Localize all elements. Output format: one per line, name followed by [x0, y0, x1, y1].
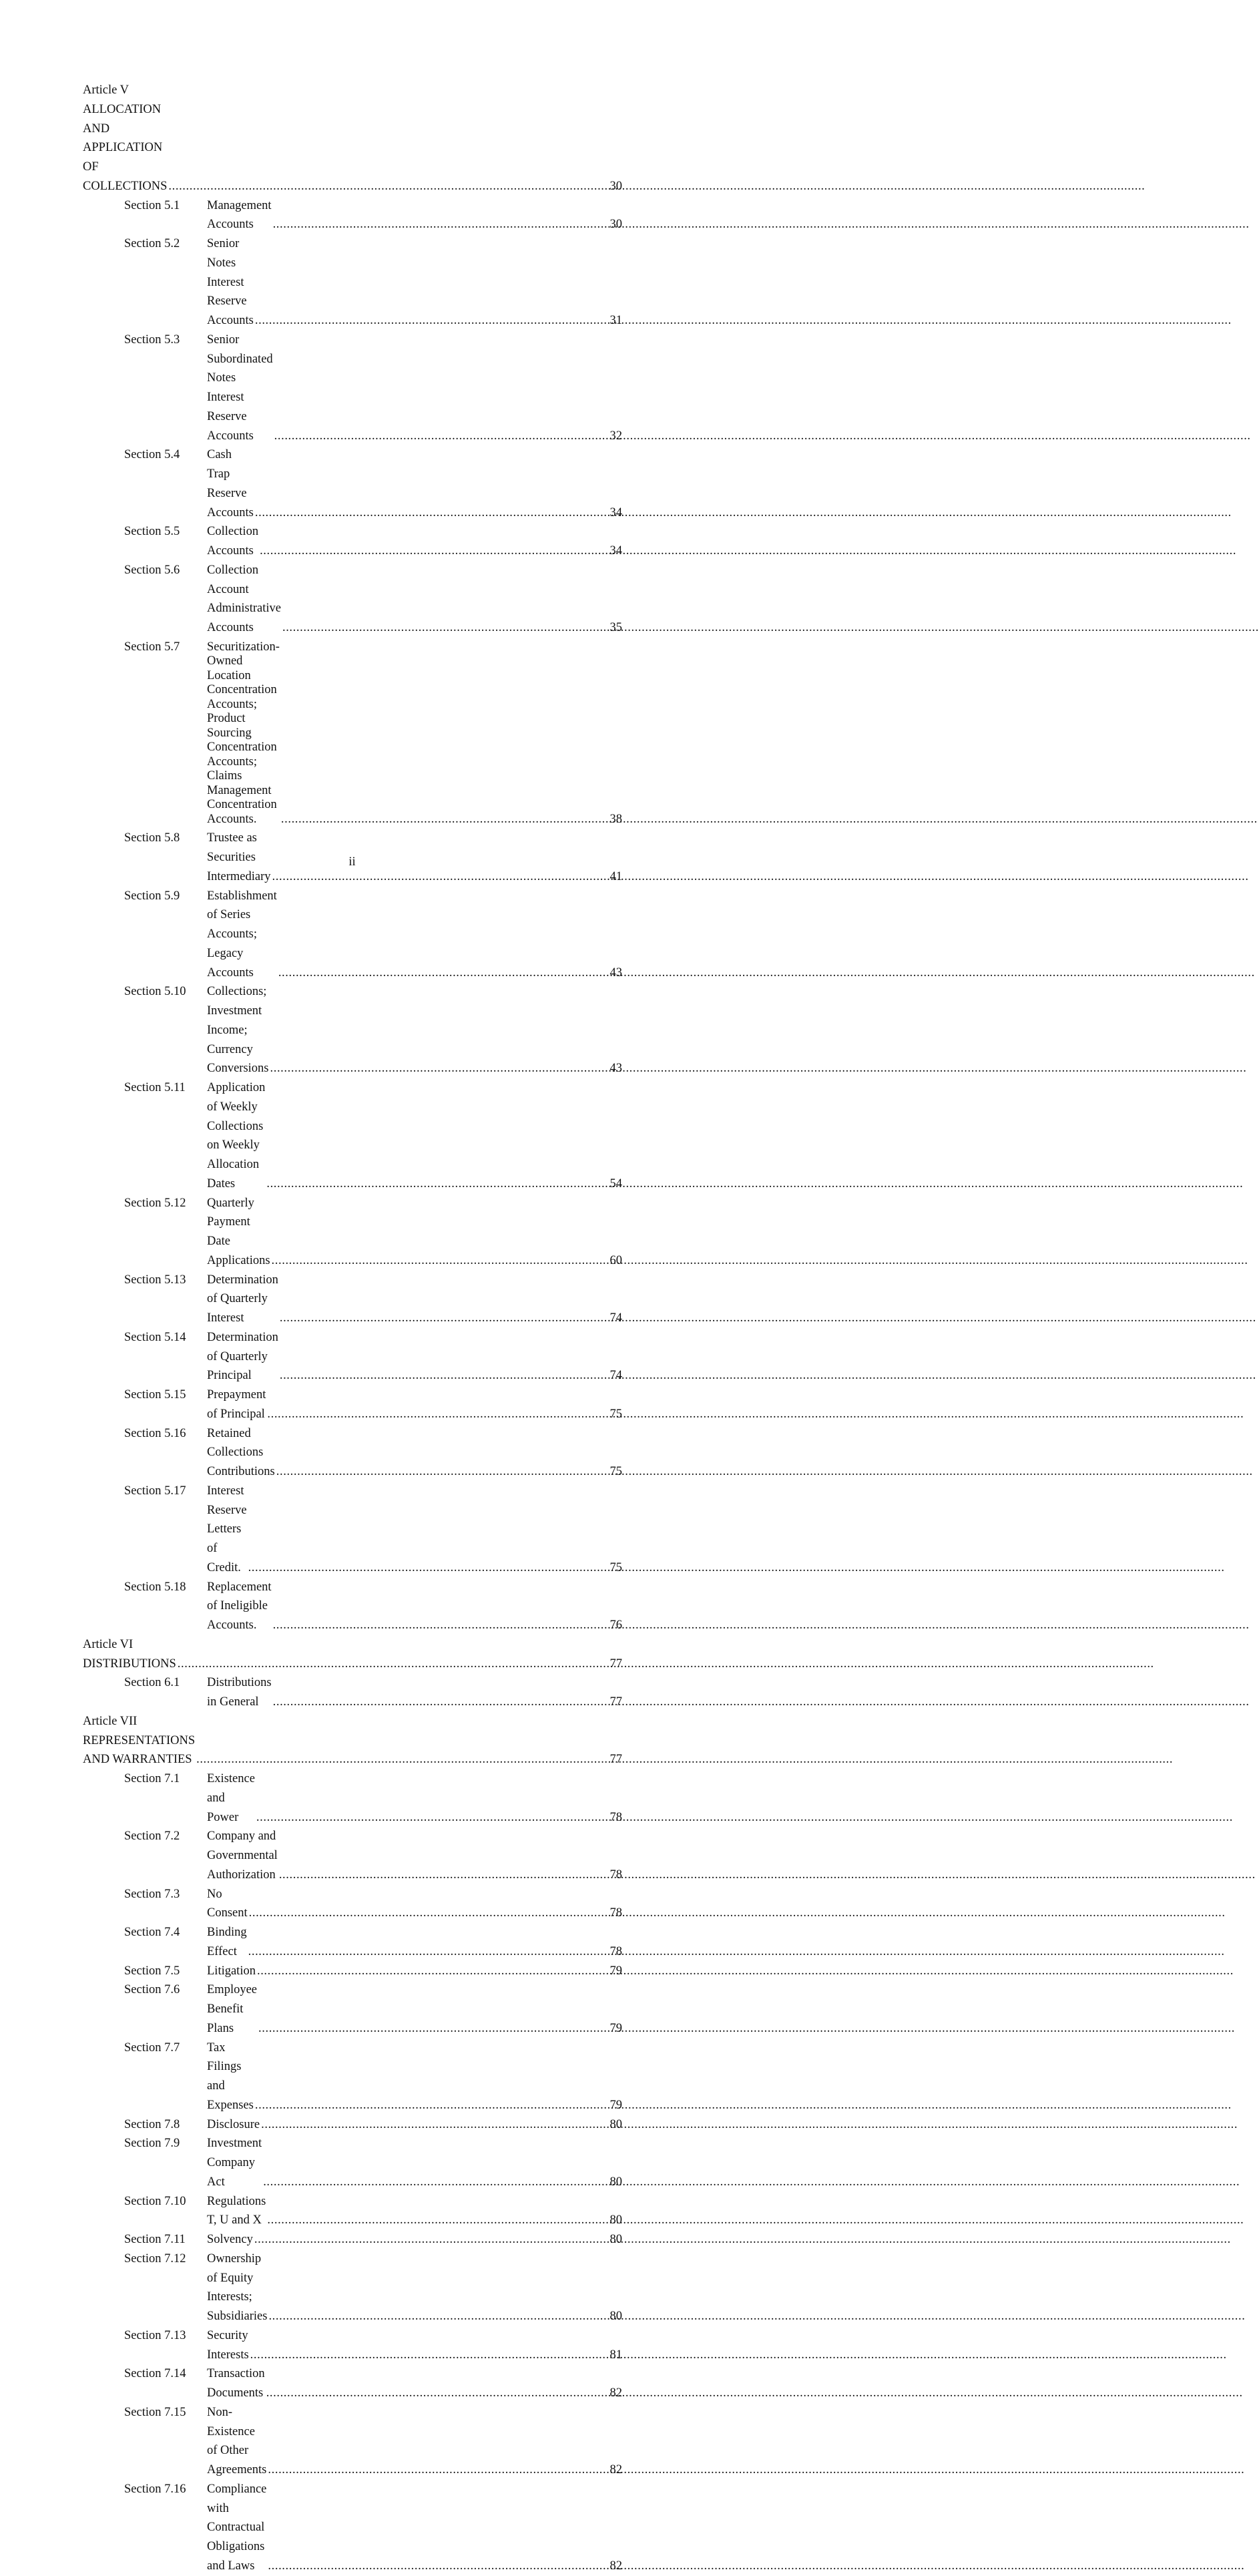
- toc-section-title: Senior Subordinated Notes Interest Reserve Accounts: [207, 333, 273, 443]
- toc-article-title: Article VI DISTRIBUTIONS: [83, 1637, 176, 1671]
- toc-section-title: Ownership of Equity Interests; Subsidiaries: [207, 2251, 268, 2323]
- toc-section-entry[interactable]: [83, 522, 622, 561]
- dot-leader: [178, 1655, 1154, 1674]
- toc-section-title: Management Accounts: [207, 198, 272, 232]
- toc-section-number: Section 5.13: [124, 1273, 186, 1287]
- toc-section-number: Section 7.8: [124, 2117, 180, 2131]
- toc-page-number: 30: [609, 218, 622, 232]
- dot-leader: [266, 2384, 1243, 2403]
- dot-leader: [278, 963, 1255, 983]
- toc-page-number: 78: [609, 1906, 622, 1920]
- toc-section-title: Distributions in General: [207, 1676, 272, 1709]
- toc-title-leader: [207, 234, 610, 331]
- toc-title-leader: [207, 1827, 610, 1884]
- toc-page-number: 80: [609, 2175, 622, 2189]
- toc-section-entry[interactable]: [83, 1424, 622, 1482]
- dot-leader: [248, 1558, 1225, 1578]
- toc-page-number: 43: [609, 1062, 622, 1076]
- toc-section-entry[interactable]: [83, 1078, 622, 1194]
- dot-leader: [268, 2557, 1244, 2576]
- toc-section-number: Section 7.1: [124, 1772, 180, 1785]
- toc-title-leader: [207, 1424, 610, 1482]
- toc-page-number: 82: [609, 2559, 622, 2573]
- toc-page-number: 74: [609, 1311, 622, 1325]
- dot-leader: [274, 427, 1251, 446]
- toc-section-entry[interactable]: [83, 638, 622, 829]
- toc-section-number: Section 5.11: [124, 1081, 186, 1094]
- toc-page-number: 80: [609, 2117, 622, 2131]
- dot-leader: [249, 1904, 1226, 1923]
- toc-article-entry[interactable]: [83, 1635, 622, 1674]
- toc-section-title: Employee Benefit Plans: [207, 1983, 258, 2035]
- toc-section-entry[interactable]: [83, 2115, 622, 2135]
- toc-title-leader: [207, 887, 610, 983]
- dot-leader: [168, 177, 1145, 196]
- toc-section-number: Section 6.1: [124, 1676, 180, 1690]
- toc-section-entry[interactable]: [83, 1385, 622, 1424]
- toc-section-entry[interactable]: [83, 561, 622, 638]
- toc-title-leader: [207, 2364, 610, 2403]
- toc-section-number: Section 7.15: [124, 2405, 186, 2419]
- dot-leader: [254, 2230, 1231, 2249]
- toc-page-number: 77: [609, 1657, 622, 1671]
- toc-section-number: Section 7.11: [124, 2233, 186, 2246]
- toc-section-number: Section 5.16: [124, 1426, 186, 1440]
- page-number: ii: [348, 855, 356, 869]
- dot-leader: [272, 1251, 1248, 1271]
- toc-title-leader: [207, 445, 610, 522]
- toc-page-number: 31: [609, 314, 622, 327]
- toc-section-entry[interactable]: [83, 1271, 622, 1328]
- toc-section-title: Cash Trap Reserve Accounts: [207, 448, 254, 519]
- toc-page-number: 78: [609, 1944, 622, 1958]
- toc-title-leader: [83, 1712, 610, 1769]
- dot-leader: [266, 1174, 1243, 1194]
- toc-page-number: 34: [609, 544, 622, 558]
- toc-page-number: 80: [609, 2310, 622, 2323]
- toc-section-number: Section 5.18: [124, 1580, 186, 1594]
- toc-title-leader: [207, 1962, 610, 1981]
- toc-section-title: Company and Governmental Authorization: [207, 1830, 278, 1882]
- toc-section-number: Section 5.2: [124, 237, 180, 250]
- dot-leader: [273, 215, 1250, 234]
- dot-leader: [273, 1616, 1250, 1635]
- toc-title-leader: [207, 561, 610, 638]
- toc-title-leader: [207, 982, 610, 1078]
- toc-section-title: Regulations T, U and X: [207, 2194, 266, 2227]
- dot-leader: [279, 1866, 1256, 1885]
- toc-section-title: Determination of Quarterly Interest: [207, 1273, 278, 1325]
- toc-section-entry[interactable]: [83, 1482, 622, 1578]
- toc-page-number: 79: [609, 2021, 622, 2035]
- toc-section-entry[interactable]: [83, 2326, 622, 2365]
- toc-title-leader: [207, 1673, 610, 1712]
- toc-page-number: 75: [609, 1407, 622, 1421]
- toc-page-number: 60: [609, 1253, 622, 1267]
- toc-title-leader: [207, 1482, 610, 1578]
- toc-page-number: 75: [609, 1465, 622, 1478]
- dot-leader: [267, 2211, 1244, 2230]
- dot-leader: [257, 1962, 1234, 1981]
- dot-leader: [250, 2346, 1227, 2365]
- toc-section-entry[interactable]: [83, 1980, 622, 2038]
- toc-page-number: 41: [609, 869, 622, 883]
- toc-title-leader: [207, 1078, 610, 1194]
- toc-page-number: 81: [609, 2348, 622, 2362]
- toc-section-title: Replacement of Ineligible Accounts.: [207, 1580, 272, 1632]
- toc-section-entry[interactable]: [83, 1578, 622, 1635]
- toc-section-number: Section 7.9: [124, 2137, 180, 2151]
- toc-section-entry[interactable]: [83, 2192, 622, 2231]
- toc-section-title: Senior Notes Interest Reserve Accounts: [207, 237, 254, 327]
- toc-page-number: 82: [609, 2386, 622, 2400]
- dot-leader: [255, 503, 1232, 523]
- toc-section-entry[interactable]: [83, 2230, 622, 2249]
- toc-section-title: Prepayment of Principal: [207, 1388, 266, 1421]
- toc-article-title: Article V ALLOCATION AND APPLICATION OF COLLECTIONS: [83, 83, 168, 193]
- toc-section-entry[interactable]: [83, 331, 622, 446]
- dot-leader: [273, 1693, 1250, 1712]
- toc-title-leader: [207, 1980, 610, 2038]
- dot-leader: [280, 1366, 1256, 1385]
- toc-section-entry[interactable]: [83, 982, 622, 1078]
- toc-title-leader: [207, 2192, 610, 2231]
- toc-section-title: Retained Collections Contributions: [207, 1426, 275, 1478]
- toc-title-leader: [207, 1194, 610, 1271]
- toc-title-leader: [83, 1635, 610, 1674]
- toc-section-number: Section 5.6: [124, 563, 180, 577]
- toc-section-title: Securitization-Owned Location Concentration Accounts; Product Sourcing Concentration Accounts; Claims Management Concentration Accounts.: [207, 640, 280, 826]
- dot-leader: [276, 1462, 1253, 1482]
- toc-section-number: Section 5.10: [124, 985, 186, 999]
- toc-section-entry[interactable]: [83, 445, 622, 522]
- toc-section-number: Section 7.16: [124, 2482, 186, 2496]
- toc-title-leader: [207, 2403, 610, 2480]
- dot-leader: [255, 2096, 1232, 2115]
- toc-title-leader: [207, 2115, 610, 2135]
- toc-section-number: Section 5.14: [124, 1330, 186, 1344]
- toc-section-number: Section 7.6: [124, 1983, 180, 1997]
- toc-section-title: Determination of Quarterly Principal: [207, 1330, 278, 1383]
- toc-page-number: 38: [609, 812, 622, 826]
- dot-leader: [256, 1808, 1233, 1828]
- dot-leader: [261, 2115, 1238, 2135]
- toc-page-number: 34: [609, 505, 622, 519]
- toc-section-number: Section 7.13: [124, 2328, 186, 2342]
- toc-section-title: Litigation: [207, 1964, 256, 1978]
- toc-section-entry[interactable]: [83, 2364, 622, 2403]
- toc-title-leader: [207, 1769, 610, 1827]
- toc-section-title: Establishment of Series Accounts; Legacy Accounts: [207, 889, 277, 980]
- dot-leader: [255, 311, 1232, 331]
- toc-section-entry[interactable]: [83, 196, 622, 235]
- toc-article-entry[interactable]: [83, 1712, 622, 1769]
- toc-page-number: 78: [609, 1810, 622, 1824]
- toc-section-number: Section 7.4: [124, 1926, 180, 1939]
- toc-section-entry[interactable]: [83, 2038, 622, 2115]
- toc-section-entry[interactable]: [83, 2134, 622, 2191]
- toc-section-title: Transaction Documents: [207, 2367, 265, 2400]
- toc-article-entry[interactable]: [83, 81, 622, 196]
- toc-page-number: 82: [609, 2463, 622, 2477]
- toc-page-number: 80: [609, 2233, 622, 2246]
- toc-title-leader: [207, 1578, 610, 1635]
- toc-section-number: Section 7.5: [124, 1964, 180, 1978]
- toc-section-number: Section 7.14: [124, 2367, 186, 2381]
- toc-section-entry[interactable]: [83, 1328, 622, 1385]
- toc-section-entry[interactable]: [83, 2480, 622, 2576]
- toc-page-number: 76: [609, 1619, 622, 1632]
- toc-page-number: 80: [609, 2213, 622, 2227]
- toc-section-number: Section 5.7: [124, 640, 180, 654]
- toc-section-number: Section 7.10: [124, 2194, 186, 2208]
- dot-leader: [263, 2173, 1240, 2192]
- toc-page-number: 77: [609, 1695, 622, 1709]
- dot-leader: [196, 1750, 1173, 1769]
- toc-section-title: Collections; Investment Income; Currency Conversions: [207, 985, 269, 1076]
- toc-section-title: Disclosure: [207, 2117, 260, 2131]
- toc-title-leader: [207, 2038, 610, 2115]
- toc-section-number: Section 5.4: [124, 448, 180, 462]
- dot-leader: [268, 2460, 1244, 2480]
- dot-leader: [270, 1059, 1247, 1078]
- dot-leader: [267, 1405, 1244, 1424]
- table-of-contents: [83, 81, 622, 2576]
- toc-title-leader: [207, 1271, 610, 1328]
- toc-title-leader: [207, 196, 610, 235]
- toc-title-leader: [207, 2480, 610, 2576]
- toc-title-leader: [207, 522, 610, 561]
- toc-section-entry[interactable]: [83, 1194, 622, 1271]
- toc-section-title: No Consent: [207, 1887, 248, 1920]
- dot-leader: [281, 813, 1258, 827]
- toc-section-entry[interactable]: [83, 1827, 622, 1884]
- toc-title-leader: [207, 2134, 610, 2191]
- toc-section-number: Section 7.2: [124, 1830, 180, 1844]
- dot-leader: [282, 618, 1259, 638]
- toc-section-title: Application of Weekly Collections on Weekly Allocation Dates: [207, 1081, 266, 1191]
- toc-title-leader: [207, 2230, 610, 2249]
- toc-section-entry[interactable]: [83, 1923, 622, 1962]
- toc-article-title: Article VII REPRESENTATIONS AND WARRANTIES: [83, 1714, 196, 1767]
- toc-section-number: Section 5.8: [124, 831, 180, 845]
- toc-section-number: Section 5.15: [124, 1388, 186, 1402]
- toc-title-leader: [207, 1923, 610, 1962]
- toc-page-number: 35: [609, 621, 622, 634]
- toc-page-number: 75: [609, 1560, 622, 1574]
- toc-section-title: Security Interests: [207, 2328, 249, 2362]
- toc-section-number: Section 5.12: [124, 1196, 186, 1210]
- toc-title-leader: [207, 1385, 610, 1424]
- toc-section-title: Binding Effect: [207, 1926, 247, 1958]
- toc-title-leader: [207, 331, 610, 446]
- toc-section-number: Section 7.3: [124, 1887, 180, 1901]
- toc-page-number: 79: [609, 2098, 622, 2112]
- toc-page-number: 78: [609, 1868, 622, 1882]
- toc-section-entry[interactable]: [83, 2249, 622, 2326]
- toc-page-number: 30: [609, 179, 622, 193]
- toc-title-leader: [207, 1328, 610, 1385]
- toc-section-number: Section 5.1: [124, 198, 180, 212]
- toc-section-number: Section 7.7: [124, 2041, 180, 2055]
- dot-leader: [258, 2019, 1235, 2038]
- toc-section-title: Existence and Power: [207, 1772, 255, 1824]
- toc-page-number: 54: [609, 1176, 622, 1191]
- toc-section-entry[interactable]: [83, 1885, 622, 1924]
- toc-section-title: Quarterly Payment Date Applications: [207, 1196, 270, 1267]
- toc-section-title: Solvency: [207, 2233, 253, 2246]
- toc-page-number: 77: [609, 1753, 622, 1767]
- dot-leader: [248, 1942, 1225, 1962]
- toc-title-leader: [207, 2326, 610, 2365]
- toc-section-title: Tax Filings and Expenses: [207, 2041, 254, 2112]
- toc-section-title: Investment Company Act: [207, 2137, 262, 2189]
- dot-leader: [280, 1309, 1256, 1328]
- toc-section-title: Non-Existence of Other Agreements: [207, 2405, 267, 2477]
- toc-title-leader: [207, 2249, 610, 2326]
- toc-section-title: Collection Account Administrative Accounts: [207, 563, 281, 634]
- toc-section-number: Section 5.3: [124, 333, 180, 347]
- toc-section-entry[interactable]: [83, 887, 622, 983]
- toc-section-title: Trustee as Securities Intermediary: [207, 831, 271, 883]
- toc-section-title: Collection Accounts: [207, 525, 259, 558]
- toc-section-number: Section 7.12: [124, 2251, 186, 2266]
- dot-leader: [268, 2307, 1245, 2326]
- toc-section-entry[interactable]: [83, 1962, 622, 1981]
- toc-page-number: 79: [609, 1964, 622, 1978]
- toc-section-number: Section 5.9: [124, 889, 180, 903]
- toc-section-number: Section 5.5: [124, 525, 180, 539]
- toc-title-leader: [83, 81, 610, 196]
- toc-section-number: Section 5.17: [124, 1484, 186, 1498]
- toc-title-leader: [207, 640, 610, 827]
- dot-leader: [260, 542, 1236, 561]
- toc-section-entry[interactable]: [83, 1769, 622, 1827]
- toc-section-title: Compliance with Contractual Obligations and Laws: [207, 2482, 267, 2573]
- toc-page-number: 32: [609, 429, 622, 443]
- toc-section-title: Interest Reserve Letters of Credit.: [207, 1484, 247, 1574]
- toc-section-entry[interactable]: [83, 1673, 622, 1712]
- toc-title-leader: [207, 1885, 610, 1924]
- toc-page-number: 43: [609, 965, 622, 980]
- dot-leader: [272, 867, 1249, 887]
- toc-section-entry[interactable]: [83, 2403, 622, 2480]
- toc-section-entry[interactable]: [83, 234, 622, 331]
- toc-page-number: 74: [609, 1369, 622, 1383]
